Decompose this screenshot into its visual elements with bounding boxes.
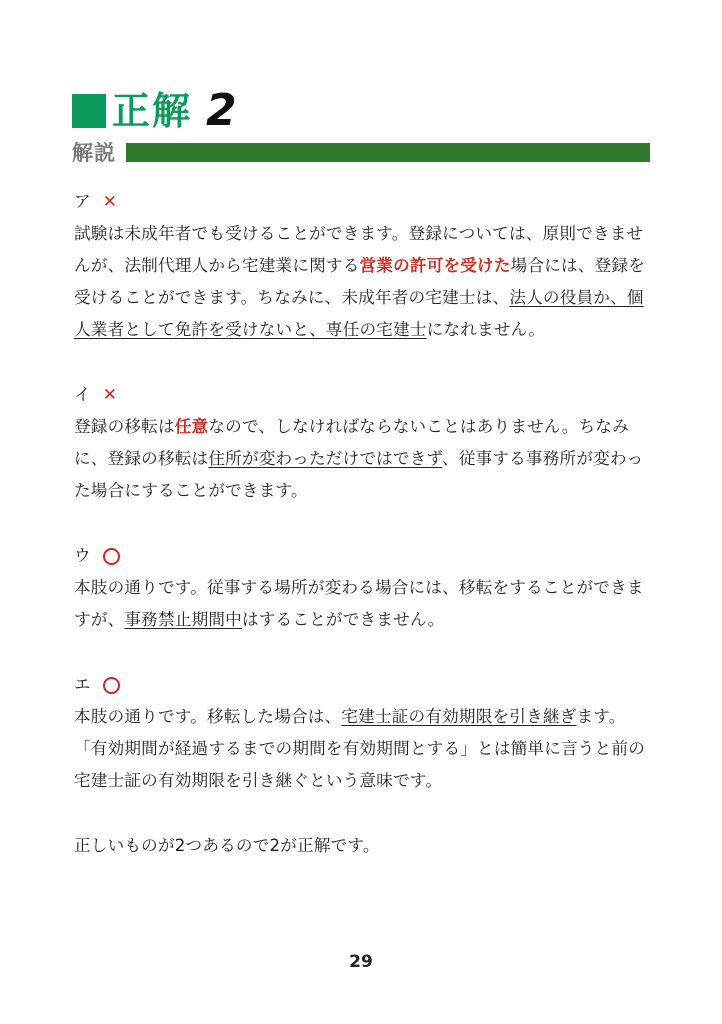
item-e-head — [74, 669, 650, 701]
item-u-label: ウ — [74, 546, 91, 565]
page-number: 29 — [349, 952, 373, 972]
item-i-text-part: 、従事する事務所が変わった場合にすることができます。 — [74, 449, 644, 500]
item-e-text — [74, 701, 650, 797]
item-i-head — [74, 379, 650, 411]
item-i — [74, 379, 650, 507]
item-a-text-part: 試験は未成年者でも受けることができます。登録については、原則できませんが、法制代理人から宅建業に関する — [74, 224, 644, 275]
circle-icon — [103, 677, 120, 694]
item-a-head — [74, 186, 650, 218]
item-i-highlight: 任意 — [174, 417, 209, 436]
item-a-text-part: になれません。 — [426, 320, 546, 339]
kaisetsu-row — [72, 138, 650, 166]
item-i-text — [74, 411, 650, 507]
circle-icon — [103, 548, 120, 565]
item-u-text-part: はすることができません。 — [241, 610, 445, 629]
item-e — [74, 669, 650, 797]
item-i-underline: 住所が変わっただけではできず — [208, 449, 442, 468]
item-a-text-part: 場合には、登録を受けることができます。ちなみに、未成年者の宅建士は、 — [74, 256, 646, 307]
page-title: 正解 — [112, 89, 193, 133]
item-u-text-part: 本肢の通りです。従事する場所が変わる場合には、移転をすることができますが、 — [74, 578, 644, 629]
title-row — [72, 86, 237, 136]
item-a-underline: 法人の役員か、個人業者として免許を受けないと、専任の宅建士 — [74, 288, 644, 339]
item-e-text-part: ます。「有効期間が経過するまでの期間を有効期間とする」とは簡単に言うと前の宅建士証の有効期限を引き継ぐという意味です。 — [74, 707, 645, 790]
item-e-label: エ — [74, 675, 91, 694]
answer-number: 2 — [206, 85, 237, 136]
item-i-text-part: なので、しなければならないことはありません。ちなみに、登録の移転は — [74, 417, 629, 468]
item-u-text — [74, 572, 650, 636]
cross-icon: ✕ — [102, 191, 118, 212]
item-i-label: イ — [74, 385, 91, 404]
kaisetsu-bar — [126, 143, 650, 162]
item-a — [74, 186, 650, 346]
item-a-label: ア — [74, 192, 91, 211]
square-icon — [72, 94, 106, 128]
item-u — [74, 540, 650, 636]
kaisetsu-label: 解説 — [72, 141, 116, 165]
item-a-text — [74, 218, 650, 346]
cross-icon: ✕ — [102, 384, 118, 405]
item-u-head — [74, 540, 650, 572]
item-e-underline: 宅建士証の有効期限を引き継ぎ — [341, 707, 577, 726]
item-i-text-part: 登録の移転は — [74, 417, 175, 436]
item-u-underline: 事務禁止期間中 — [124, 610, 242, 629]
conclusion-text: 正しいものが2つあるので2が正解です。 — [74, 836, 380, 855]
item-a-highlight: 営業の許可を受けた — [359, 256, 511, 275]
explanation-content — [74, 186, 650, 862]
item-e-text-part: 本肢の通りです。移転した場合は、 — [74, 707, 342, 726]
